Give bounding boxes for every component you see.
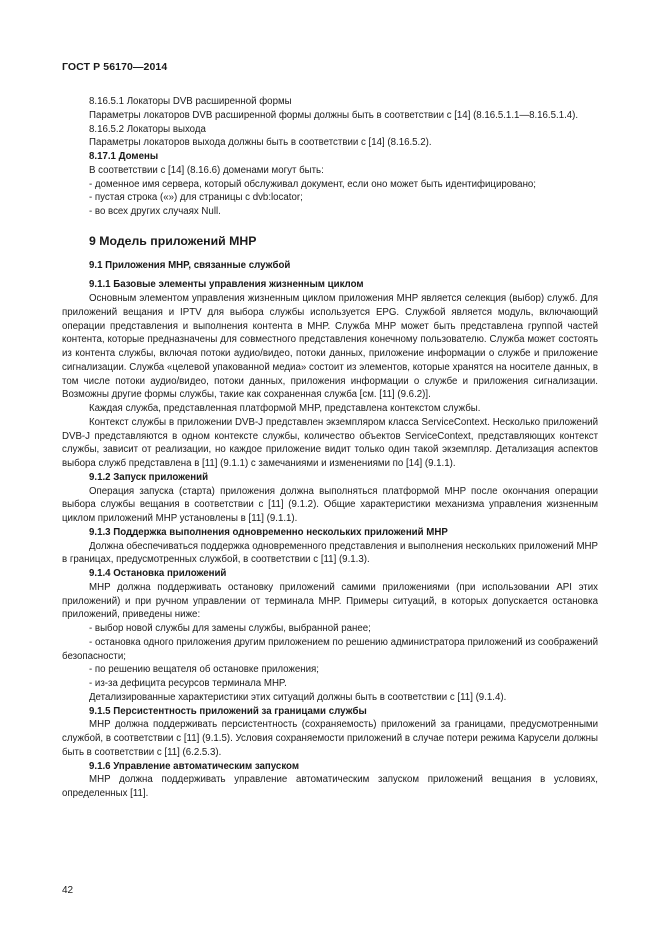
paragraph: - во всех других случаях Null. — [89, 206, 221, 217]
section-heading: 9.1.4 Остановка приложений — [89, 568, 227, 579]
paragraph: Параметры локаторов выхода должны быть в соответствии с [14] (8.16.5.2). — [89, 137, 432, 149]
paragraph: Основным элементом управления жизненным циклом приложения MHP является селекция (выбор) служб. Для приложений вещания и IPTV для выбора службы используется EPG. Службой является модуль, включающий операции представления и выполнения контента в MHP. Служба MHP может быть представлена группой частей контента, которые предназначены для совместного представления конечному пользователю. Служба может состоять из контента службы, включая потоки аудио/видео, потоки данных, приложение информации о службе и приложение сигнализации. Служба «целевой упакованной медиа» состоит из элементов, которые хранятся на носителе данных, в том числе потоки аудио/видео, потоки данных, приложения информации о службе и приложения сигнализации. Возможны другие формы службы, такие как сохраненная служба [см. [11] (9.6.2)]. — [62, 293, 598, 401]
paragraph: Контекст службы в приложении DVB-J представлен экземпляром класса ServiceContext. Несколько приложений DVB-J представляются в одном контексте службы, количество объектов ServiceContext, представляющих контекст службы, зависит от реализации, но каждое приложение видит только один такой экземпляр. Детализация аспектов выбора служб представлена в [11] (9.1.1) с замечаниями и изменениями по [14] (9.1.1). — [62, 416, 598, 469]
paragraph: - по решению вещателя об остановке приложения; — [89, 664, 319, 676]
paragraph: Операция запуска (старта) приложения должна выполняться платформой MHP после окончания операции выбора службы вещания в соответствии с [11] (9.1.2). Общие характеристики механизма управления жизненным циклом приложений MHP установлены в [11] (9.1.1). — [62, 485, 598, 524]
paragraph: Каждая служба, представленная платформой MHP, представлена контекстом службы. — [89, 403, 481, 414]
paragraph: 8.16.5.2 Локаторы выхода — [89, 123, 206, 135]
paragraph: - доменное имя сервера, который обслуживал документ, если оно может быть идентифицировано; — [89, 178, 537, 190]
paragraph: MHP должна поддерживать остановку приложений самими приложениями (при использовании API этих приложений) и при ручном управлении от терминала MHP. Примеры ситуаций, в которых допускается остановка приложений, приведены ниже: — [62, 581, 598, 621]
section-heading: 9.1.1 Базовые элементы управления жизненным циклом — [89, 279, 364, 291]
body-text — [62, 95, 598, 801]
paragraph: - остановка одного приложения другим приложением по решению администратора приложений из соображений безопасности; — [62, 636, 598, 662]
section-heading: 9.1.3 Поддержка выполнения одновременно нескольких приложений MHP — [89, 526, 448, 538]
paragraph: Должна обеспечиваться поддержка одновременного представления и выполнения нескольких приложений MHP в границах, предусмотренных службой, в соответствии с [11] (9.1.3). — [62, 540, 598, 566]
paragraph: - из-за дефицита ресурсов терминала MHP. — [89, 678, 287, 689]
section-heading: 9.1 Приложения MHP, связанные службой — [89, 259, 291, 271]
section-heading: 9.1.5 Персистентность приложений за границами службы — [89, 705, 367, 717]
section-heading: 9.1.2 Запуск приложений — [89, 471, 209, 483]
running-header: ГОСТ Р 56170—2014 — [62, 61, 168, 73]
section-heading: 9 Модель приложений MHP — [89, 233, 257, 248]
page-number: 42 — [62, 885, 74, 896]
paragraph: Параметры локаторов DVB расширенной формы должны быть в соответствии с [14] (8.16.5.1.1—8.16.5.1.4). — [89, 109, 579, 121]
section-heading: 9.1.6 Управление автоматическим запуском — [89, 760, 299, 772]
paragraph: - пустая строка («») для страницы с dvb:locator; — [89, 192, 303, 204]
paragraph: В соответствии с [14] (8.16.6) доменами могут быть: — [89, 164, 324, 176]
paragraph: MHP должна поддерживать управление автоматическим запуском приложений вещания в условиях, определенных [11]. — [62, 774, 598, 799]
paragraph: Детализированные характеристики этих ситуаций должны быть в соответствии с [11] (9.1.4). — [89, 691, 507, 703]
section-heading: 8.17.1 Домены — [89, 151, 159, 162]
paragraph: - выбор новой службы для замены службы, выбранной ранее; — [89, 623, 371, 634]
paragraph: 8.16.5.1 Локаторы DVB расширенной формы — [89, 96, 292, 107]
paragraph: MHP должна поддерживать персистентность (сохраняемость) приложений за границами, предусмотренными службой, в соответствии с [11] (9.1.5). Условия сохраняемости приложений в случае потери режима Карусели должны быть в соответствии с [11] (6.2.5.3). — [62, 719, 598, 758]
